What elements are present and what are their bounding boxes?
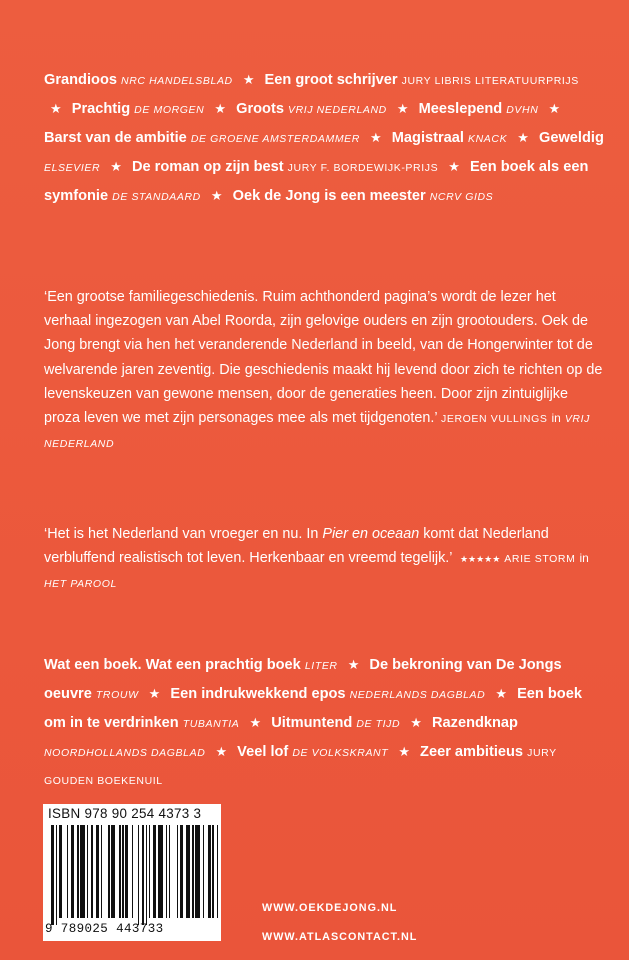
barcode-bar: [119, 825, 121, 918]
praise-phrase: Magistraal: [391, 130, 464, 146]
barcode-bar: [87, 825, 89, 918]
praise-phrase: Prachtig: [71, 101, 131, 117]
barcode-bar: [91, 825, 93, 918]
praise-phrase: Een boek als een symfonie: [44, 159, 589, 204]
barcode-bar: [186, 825, 191, 918]
praise-phrase: Zeer ambitieus: [420, 744, 524, 760]
star-separator-icon: ★: [215, 744, 228, 759]
barcode-bar: [208, 825, 211, 918]
star-separator-icon: ★: [517, 130, 529, 145]
star-separator-icon: ★: [495, 686, 508, 701]
praise-source: TROUW: [95, 689, 139, 701]
barcode-bar: [153, 825, 156, 918]
praise-source: NOORDHOLLANDS DAGBLAD: [44, 747, 206, 759]
barcode-bar: [56, 825, 58, 925]
review-quote-vrij-nederland: [44, 285, 604, 456]
praise-item: [233, 188, 494, 204]
barcode-bar: [138, 825, 140, 925]
praise-source: VRIJ NEDERLAND: [288, 104, 387, 116]
barcode-bar: [166, 825, 168, 918]
barcode-bar: [192, 825, 194, 918]
praise-item: [132, 159, 438, 175]
quote-text-after: komt dat Nederland verbluffend realistisch tot leven. Herkenbaar en vreemd tegelijk.’: [44, 526, 549, 567]
barcode-bar: [59, 825, 62, 918]
praise-item: [392, 130, 507, 146]
star-separator-icon: ★: [148, 686, 161, 701]
barcode-bar: [203, 825, 205, 918]
praise-item: [44, 72, 233, 88]
barcode-bar: [108, 825, 110, 918]
quote-in: in: [551, 411, 561, 426]
publisher-website[interactable]: WWW.ATLASCONTACT.NL: [262, 931, 418, 943]
praise-phrase: Geweldig: [538, 130, 604, 146]
star-separator-icon: ★: [548, 101, 561, 116]
praise-phrase: Uitmuntend: [271, 715, 353, 731]
barcode-bar: [67, 825, 69, 918]
quote-publication: HET PAROOL: [44, 578, 117, 591]
praise-source: DE TIJD: [356, 718, 401, 730]
praise-source: JURY LIBRIS LITERATUURPRIJS: [401, 75, 579, 87]
barcode-bar: [180, 825, 183, 918]
praise-phrase: Groots: [236, 101, 284, 117]
praise-source: TUBANTIA: [182, 718, 240, 730]
praise-item: [72, 101, 205, 117]
barcode-bar: [158, 825, 163, 918]
star-separator-icon: ★: [370, 130, 382, 145]
barcode-bar: [132, 825, 134, 918]
praise-item: [265, 72, 579, 88]
praise-source: DE GROENE AMSTERDAMMER: [190, 133, 360, 145]
praise-source: JURY F. BORDEWIJK-PRIJS: [287, 162, 439, 174]
star-separator-icon: ★: [396, 101, 409, 116]
praise-source: DE VOLKSKRANT: [292, 747, 389, 759]
quote-publication: VRIJ NEDERLAND: [44, 413, 590, 451]
star-separator-icon: ★: [398, 744, 410, 759]
barcode-bar: [111, 825, 114, 918]
star-separator-icon: ★: [110, 159, 122, 174]
praise-phrase: De bekroning van De Jongs oeuvre: [44, 657, 562, 702]
barcode-bars: [51, 825, 217, 925]
barcode-bar: [195, 825, 200, 918]
barcode-bar: [169, 825, 171, 918]
praise-phrase: Barst van de ambitie: [44, 130, 187, 146]
praise-item: [237, 744, 388, 760]
barcode-bar: [149, 825, 151, 918]
barcode-bar: [122, 825, 124, 918]
quote-critic: ARIE STORM: [504, 553, 576, 566]
barcode-bar: [146, 825, 148, 925]
review-quote-het-parool: [44, 522, 604, 597]
praise-item: [44, 657, 338, 673]
praise-phrase: De roman op zijn best: [131, 159, 284, 175]
praise-phrase: Veel lof: [237, 744, 289, 760]
barcode: [43, 804, 221, 941]
barcode-bar: [80, 825, 85, 918]
barcode-bar: [101, 825, 103, 918]
praise-source: JURY GOUDEN BOEKENUIL: [44, 747, 557, 787]
star-separator-icon: ★: [214, 101, 227, 116]
praise-item: [271, 715, 400, 731]
barcode-bar: [51, 825, 54, 925]
barcode-bar: [96, 825, 99, 918]
author-website[interactable]: WWW.OEKDEJONG.NL: [262, 902, 398, 914]
praise-source: DVHN: [506, 104, 539, 116]
star-separator-icon: ★: [50, 101, 62, 116]
star-separator-icon: ★: [347, 657, 360, 672]
barcode-bar: [77, 825, 79, 918]
star-separator-icon: ★: [410, 715, 422, 730]
quote-critic: JEROEN VULLINGS: [441, 413, 548, 426]
barcode-bar: [212, 825, 214, 918]
star-separator-icon: ★: [210, 188, 223, 203]
praise-source: ELSEVIER: [44, 162, 101, 174]
praise-source: DE STANDAARD: [112, 191, 201, 203]
praise-phrase: Een boek om in te verdrinken: [44, 686, 582, 731]
star-separator-icon: ★: [448, 159, 460, 174]
praise-phrase: Oek de Jong is een meester: [232, 188, 426, 204]
star-separator-icon: ★: [242, 72, 255, 87]
praise-phrase: Grandioos: [44, 72, 117, 88]
praise-source: LITER: [304, 660, 338, 672]
praise-item: [44, 130, 360, 146]
quote-text-before: ‘Het is het Nederland van vroeger en nu. In: [44, 526, 323, 542]
star-separator-icon: ★: [249, 715, 262, 730]
praise-phrase: Een indrukwekkend epos: [170, 686, 346, 702]
praise-phrase: Een groot schrijver: [264, 72, 398, 88]
praise-source: NEDERLANDS DAGBLAD: [349, 689, 486, 701]
quote-in: in: [579, 551, 589, 566]
praise-item: [419, 101, 539, 117]
barcode-bar: [71, 825, 74, 918]
quote-text: ‘Een grootse familiegeschiedenis. Ruim achthonderd pagina’s wordt de lezer het verhaal ingezogen van Abel Roorda, zijn gelovige ouders en zijn grootouders. Oek de Jong brengt via hen het veranderende Nederland in beeld, van de Hongerwinter tot de welvarende jaren zeventig. Die geschiedenis maakt hij levend door zich te richten op de levenskeuzen van gewone mensen, door de generaties heen. Door zijn zintuiglijke proza leven we met zijn personages mee als met tijdgenoten.’: [44, 289, 603, 427]
ean-number: 9 789025 443733: [45, 922, 164, 936]
praise-list-top: [44, 66, 604, 211]
star-rating: ★★★★★: [459, 554, 501, 565]
barcode-bar: [142, 825, 144, 925]
praise-source: KNACK: [468, 133, 508, 145]
book-title: Pier en oceaan: [322, 526, 420, 542]
praise-phrase: Meeslepend: [418, 101, 503, 117]
praise-source: NRC HANDELSBLAD: [121, 75, 233, 87]
praise-item: [236, 101, 387, 117]
praise-phrase: Razendknap: [432, 715, 518, 731]
barcode-bar: [177, 825, 179, 918]
praise-phrase: Wat een boek. Wat een prachtig boek: [44, 657, 301, 673]
praise-item: [170, 686, 485, 702]
isbn-number: ISBN 978 90 254 4373 3: [48, 806, 202, 821]
praise-list-bottom: [44, 651, 604, 795]
praise-source: NCRV GIDS: [429, 191, 494, 203]
praise-source: DE MORGEN: [134, 104, 205, 116]
barcode-bar: [125, 825, 128, 918]
barcode-bar: [217, 825, 219, 918]
